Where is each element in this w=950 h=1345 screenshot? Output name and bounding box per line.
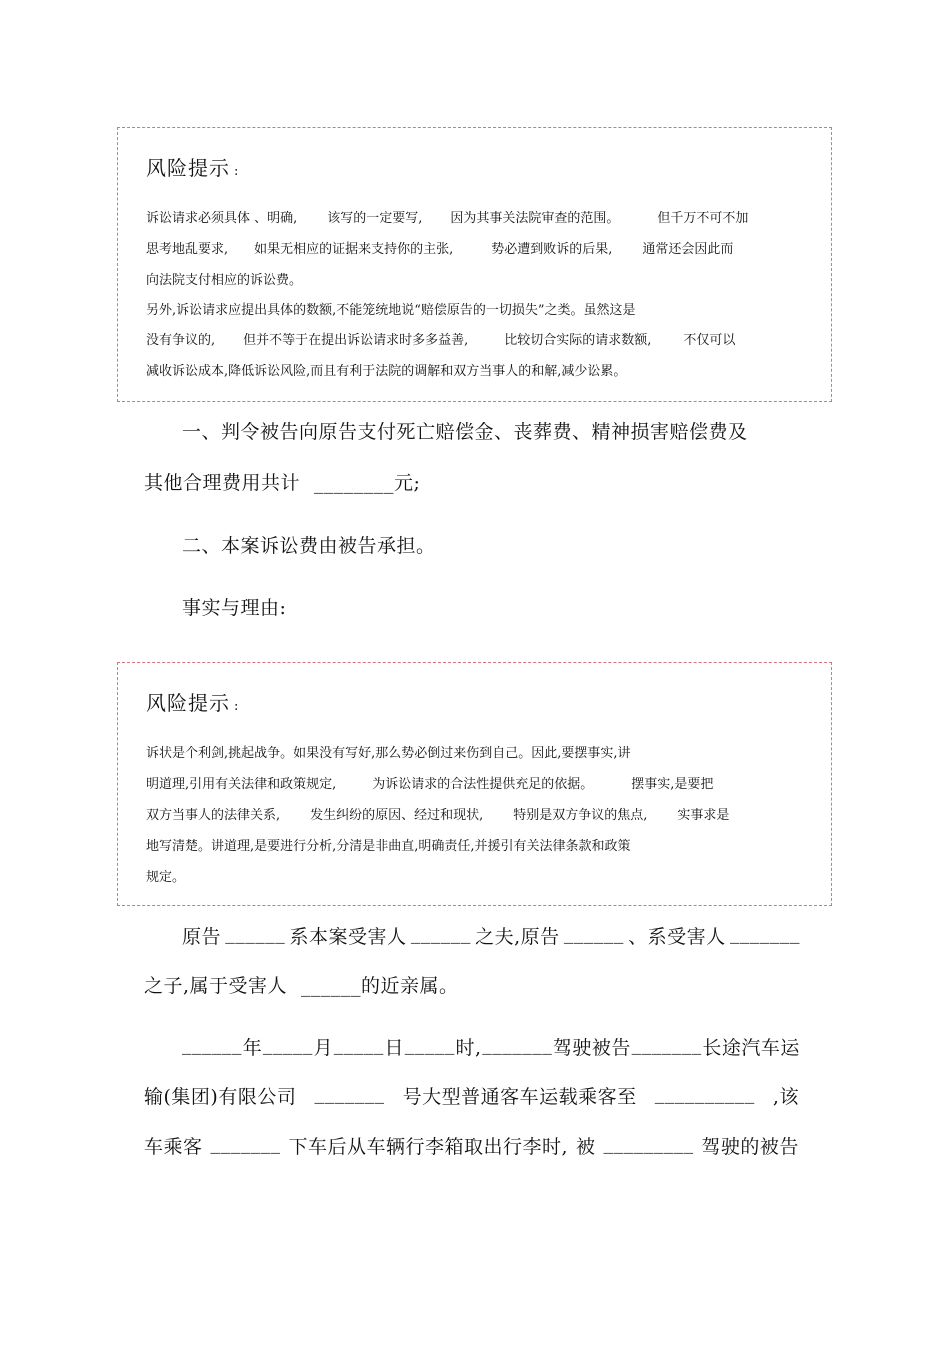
fill-blank[interactable]: ______ (410, 922, 471, 944)
risk-notice-line: 没有争议的, 但并不等于在提出诉讼请求时多多益善, 比较切合实际的请求数额, 不仅可以 (146, 333, 736, 348)
fill-blank[interactable]: _____ (404, 1033, 455, 1055)
risk-notice-line: 地写清楚。讲道理,是要进行分析,分清是非曲直,明确责任,并援引有关法律条款和政策 (146, 839, 631, 854)
risk-notice-line: 另外,诉讼请求应提出具体的数额,不能笼统地说“赔偿原告的一切损失”之类。虽然这是 (146, 303, 636, 318)
risk-notice-line: 诉讼请求必须具体 、明确, 该写的一定要写, 因为其事关法院审查的范围。 但千万不可不加 (146, 211, 749, 226)
facts-paragraph-2-line-2: 输(集团)有限公司 _______ 号大型普通客车运载乘客至 __________ ,该 (144, 1082, 799, 1108)
risk-notice-line: 明道理,引用有关法律和政策规定, 为诉讼请求的合法性提供充足的依据。 摆事实,是要把 (146, 777, 714, 792)
fill-blank[interactable]: _______ (631, 1033, 702, 1055)
risk-notice-line: 减收诉讼成本,降低诉讼风险,而且有利于法院的调解和双方当事人的和解,减少讼累。 (146, 364, 627, 379)
risk-notice-line: 双方当事人的法律关系, 发生纠纷的原因、经过和现状, 特别是双方争议的焦点, 实事求是 (146, 808, 730, 823)
facts-paragraph-2-line-3: 车乘客 _______ 下车后从车辆行李箱取出行李时, 被 _________ 驾驶的被告 (144, 1132, 799, 1158)
fill-blank[interactable]: ______ (301, 975, 362, 997)
fill-blank[interactable]: __________ (654, 1082, 755, 1104)
fill-blank[interactable]: _______ (482, 1033, 553, 1055)
risk-notice-line: 向法院支付相应的诉讼费。 (146, 273, 303, 288)
amount-blank[interactable]: ________ (314, 472, 395, 494)
fill-blank[interactable]: _________ (603, 1132, 694, 1154)
claim-item-2: 二、本案诉讼费由被告承担。 (182, 535, 436, 557)
fill-blank[interactable]: _______ (729, 922, 800, 944)
facts-paragraph-2: ______ 年 _____ 月 _____ 日 _____ 时, _______ 驾驶被告 _______ 长途汽车运 (182, 1033, 800, 1059)
fill-blank[interactable]: _____ (262, 1033, 313, 1055)
claim-item-1: 一、判令被告向原告支付死亡赔偿金、丧葬费、精神损害赔偿费及 (182, 421, 748, 443)
risk-notice-title: 风险提示 : (146, 691, 240, 715)
risk-notice-line: 诉状是个利剑,挑起战争。如果没有写好,那么势必倒过来伤到自己。因此,要摆事实,讲 (146, 746, 631, 761)
fill-blank[interactable]: _______ (314, 1082, 385, 1104)
fill-blank[interactable]: ______ (182, 1033, 242, 1055)
risk-notice-box (117, 662, 832, 906)
fill-blank[interactable]: ______ (225, 922, 286, 944)
fill-blank[interactable]: _______ (210, 1132, 281, 1154)
risk-notice-box (117, 127, 832, 402)
risk-notice-title: 风险提示 : (146, 156, 240, 180)
claim-item-1-continued: 其他合理费用共计 ________元; (144, 472, 421, 494)
fill-blank[interactable]: _____ (333, 1033, 384, 1055)
facts-paragraph-1: 原告 ______ 系本案受害人 ______ 之夫,原告 ______ 、系受害人 _______ (182, 922, 800, 948)
facts-heading: 事实与理由: (182, 597, 287, 619)
risk-notice-line: 规定。 (146, 870, 186, 885)
facts-paragraph-1-continued: 之子,属于受害人 ______的近亲属。 (144, 975, 459, 997)
risk-notice-line: 思考地乱要求, 如果无相应的证据来支持你的主张, 势必遭到败诉的后果, 通常还会因此而 (146, 242, 734, 257)
fill-blank[interactable]: ______ (563, 922, 624, 944)
